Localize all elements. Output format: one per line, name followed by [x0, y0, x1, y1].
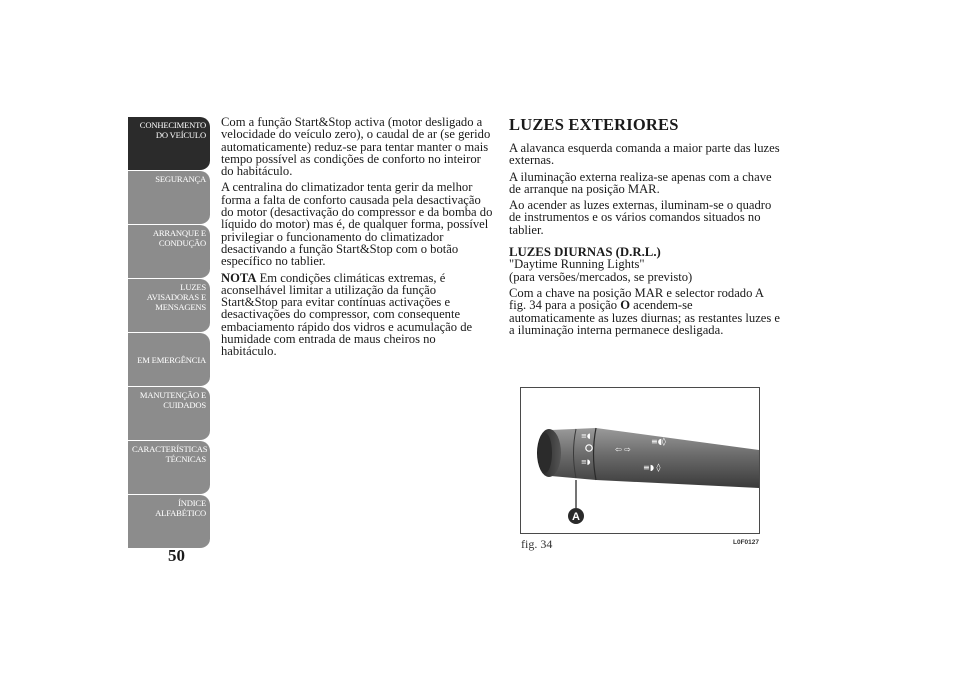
tab-label: ÍNDICE ALFABÉTICO: [155, 498, 206, 518]
sidelight-icon: ≡◖: [581, 432, 591, 440]
paragraph: Com a função Start&Stop activa (motor desligado a velocidade do veículo zero), o caudal de ar (se gerido automaticamente) reduz-se para tentar manter o mais tempo possível as condições de conforto no inteiror do habitáculo.: [221, 115, 491, 179]
auto-light-icon: ≡◗: [581, 458, 591, 466]
note-text: Em condições climáticas extremas, é aconselhável limitar a utilização da função Start&Stop para evitar contínuas activações e desactivações do compressor, com consequente embaciamento rápido dos vidros e acumulação de humidade com entrada de maus cheiros no habitáculo.: [221, 270, 473, 359]
subsection: [509, 246, 781, 283]
paragraph: Ao acender as luzes externas, iluminam-se o quadro de instrumentos e os vários comandos situados no tablier.: [509, 198, 772, 237]
tab-label: MANUTENÇÃO E CUIDADOS: [139, 390, 206, 410]
paragraph: A iluminação externa realiza-se apenas com a chave de arranque na posição MAR.: [509, 169, 772, 196]
right-column: [509, 116, 781, 340]
stalk-illustration: [521, 388, 759, 533]
tab-label: LUZES AVISADORAS E MENSAGENS: [146, 282, 206, 312]
tab-luzes-avisadoras[interactable]: [128, 279, 210, 333]
subsection-line: "Daytime Running Lights": [509, 257, 645, 272]
paragraph: A alavanca esquerda comanda a maior parte das luzes externas.: [509, 141, 780, 168]
tab-conhecimento-do-veiculo[interactable]: [128, 117, 210, 171]
note-label: NOTA: [221, 270, 257, 285]
tab-em-emergencia[interactable]: [128, 333, 210, 387]
fog-light-icon: ≡◗ ◊: [643, 463, 661, 472]
section-title: LUZES EXTERIORES: [509, 115, 679, 134]
paragraph: [509, 287, 781, 336]
turn-signal-icon: ⇦ ⇨: [615, 445, 631, 454]
text-run: acendem-se automaticamente as luzes diurnas; as restantes luzes e a iluminação interna permanece desligada.: [509, 298, 781, 337]
tab-label: CONHECIMENTO DO VEÍCULO: [139, 120, 206, 140]
figure-caption: fig. 34: [521, 537, 553, 551]
tab-caracteristicas-tecnicas[interactable]: [128, 441, 210, 495]
text-run: Com a chave na posição MAR e selector rodado A fig. 34 para a posição: [509, 285, 764, 313]
high-beam-icon: ≡◖◊: [651, 437, 666, 446]
note-paragraph: [221, 272, 493, 358]
callout-a-label: A: [572, 511, 580, 523]
paragraph: A centralina do climatizador tenta gerir da melhor forma a falta de conforto causada pela desactivação do motor (desactivação do compressor e da bomba do líquido do motor) mas é, de qualquer forma, possível privilegiar o funcionamento do climatizador desactivando a função Start&Stop com o botão específico no tablier.: [221, 180, 493, 269]
page-number: 50: [168, 546, 185, 565]
left-column: [221, 116, 493, 362]
tab-label: EM EMERGÊNCIA: [137, 354, 206, 365]
tab-manutencao-e-cuidados[interactable]: [128, 387, 210, 441]
subsection-line: (para versões/mercados, se previsto): [509, 269, 693, 284]
subsection-title: LUZES DIURNAS (D.R.L.): [509, 245, 661, 260]
tab-label: ARRANQUE E CONDUÇÃO: [152, 228, 206, 248]
tab-label: SEGURANÇA: [155, 174, 206, 184]
tab-indice-alfabetico[interactable]: [128, 495, 210, 549]
tab-label: CARACTERÍSTICAS TÉCNICAS: [132, 444, 208, 464]
figure-code: L0F0127: [733, 539, 760, 546]
position-o: O: [620, 298, 631, 313]
tab-arranque-e-conducao[interactable]: [128, 225, 210, 279]
lever-figure: [520, 387, 760, 534]
tab-seguranca[interactable]: [128, 171, 210, 225]
